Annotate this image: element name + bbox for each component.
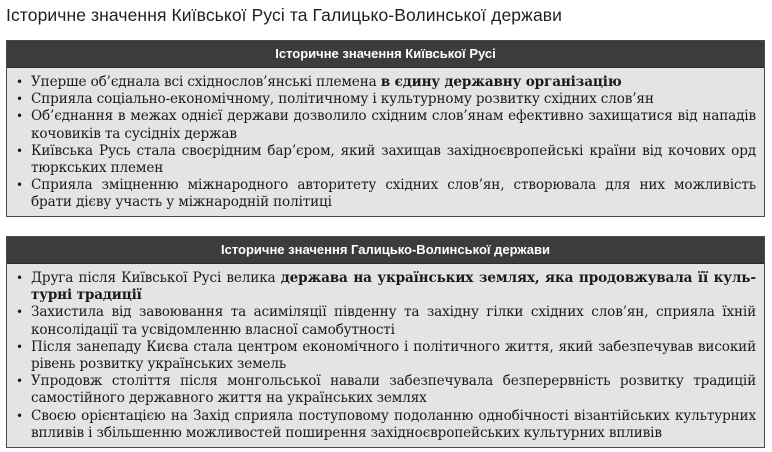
bullet-icon: • [16, 339, 23, 354]
item-text: Сприяла соціально-економічному, політичному і культурному розвитку східних слов’ян [31, 91, 654, 108]
bullet-icon: • [16, 75, 23, 89]
list-item [15, 270, 756, 304]
list-item [15, 177, 756, 211]
item-text: Після занепаду Києва стала центром економічного і політичного життя, який забезпечував високий рівень розвитку українських земель [31, 338, 756, 373]
kyivan-rus-header: Історичне значення Київської Русі [7, 41, 764, 68]
kyivan-rus-list [7, 68, 764, 218]
list-item [15, 74, 756, 91]
list-item [15, 339, 756, 373]
item-text-bold: в єдину державну організацію [380, 74, 622, 90]
item-text: Сприяла зміцненню міжнародного авторитету східних слов’ян, створювала для них можливість брати дієву участь у міжнародній політиці [31, 177, 756, 211]
bullet-icon: • [16, 374, 23, 389]
bullet-icon: • [16, 305, 23, 320]
item-text: Своєю орієнтацією на Захід сприяла поступовому подоланню однобічності візантійських культурних впливів і збільшенню можливостей поширення західноєвропейських культурних впливів [31, 407, 756, 441]
item-text: Уперше об’єднала всі східнослов’янські племена [31, 74, 381, 90]
item-text: Упродовж століття після монгольської навали забезпечувала безперервність розвитку традицій самостійного державного життя на українських землях [31, 373, 756, 407]
bullet-icon: • [16, 109, 23, 124]
list-item [15, 143, 756, 177]
list-item [15, 408, 756, 442]
bullet-icon: • [16, 408, 23, 423]
item-text: Київська Русь стала своєрідним бар’єром, який захищав західноєвропейські країни від кочових орд тюркських племен [31, 142, 756, 177]
galicia-volhynia-table [6, 236, 765, 448]
item-text: Захистила від завоювання та асиміляції південну та західну гілки східних слов’ян, сприяла їхній консолідації та усвідомленню власної самобутності [31, 304, 756, 338]
list-item [15, 373, 756, 407]
bullet-icon: • [16, 92, 23, 107]
galicia-volhynia-list [7, 264, 764, 448]
page-title: Історичне значення Київської Русі та Галицько-Волинської держави [6, 5, 563, 25]
item-text: Друга після Київської Русі велика [31, 270, 281, 286]
list-item [15, 304, 756, 338]
bullet-icon: • [16, 178, 23, 193]
bullet-icon: • [16, 271, 23, 285]
galicia-volhynia-header: Історичне значення Галицько-Волинської держави [7, 237, 764, 264]
list-item [15, 108, 756, 142]
item-text-bold: держава на українських землях, яка продовжувала її культурні традиції [31, 270, 756, 304]
list-item [15, 91, 756, 108]
bullet-icon: • [16, 143, 23, 158]
kyivan-rus-table [6, 40, 765, 217]
item-text: Об’єднання в межах однієї держави дозволило східним слов’янам ефективно захищатися від нападів кочовиків та сусідніх держав [31, 108, 756, 142]
